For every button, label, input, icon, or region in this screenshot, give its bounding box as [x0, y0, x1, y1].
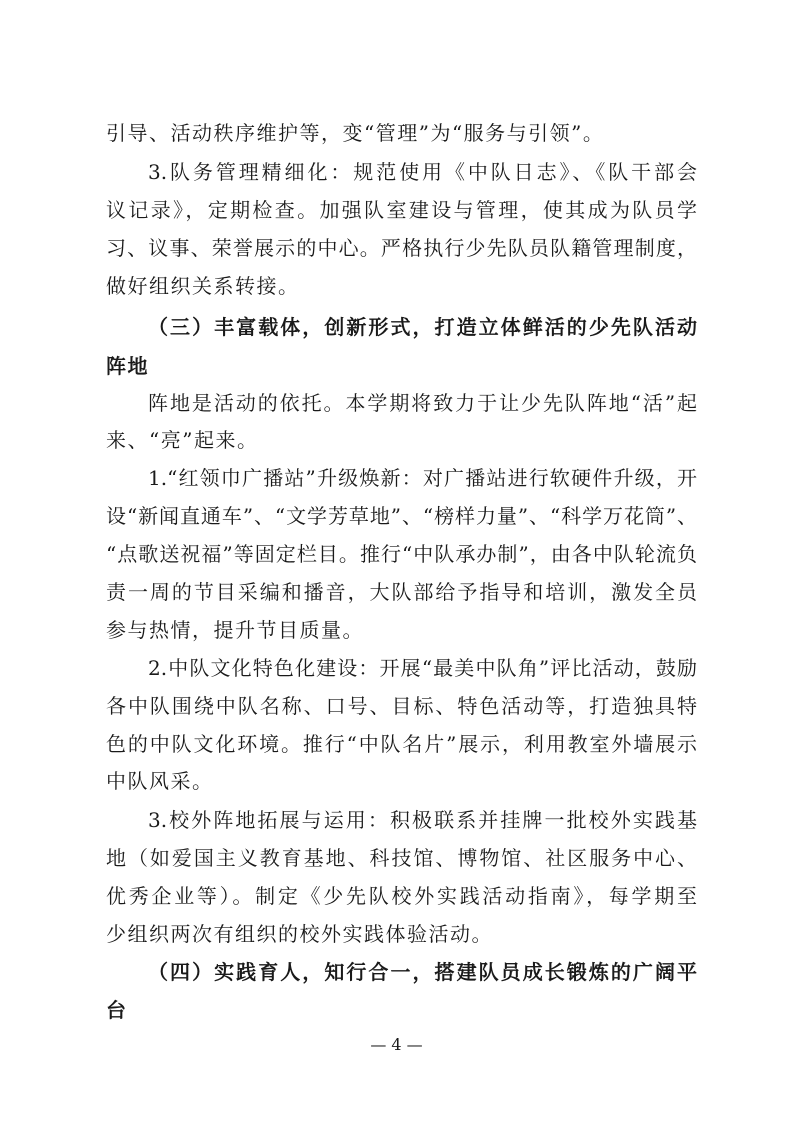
section-heading-cont: 台 [106, 998, 128, 1022]
text-line: 来、“亮”起来。 [106, 428, 259, 452]
text-line: 做好组织关系转接。 [106, 274, 300, 298]
section-heading-cont: 阵地 [106, 354, 149, 378]
text-line: 引导、活动秩序维护等，变“管理”为“服务与引领”。 [106, 121, 605, 145]
text-line: 责一周的节目采编和播音，大队部给予指导和培训，激发全员 [106, 580, 697, 604]
text-line: 色的中队文化环境。推行“中队名片”展示，利用教室外墙展示 [106, 732, 697, 756]
text-line: 中队风采。 [106, 769, 214, 793]
section-heading: （三）丰富载体，创新形式，打造立体鲜活的少先队活动 [148, 315, 697, 339]
list-item-heading: 3.队务管理精细化：规范使用《中队日志》、《队干部会 [148, 160, 697, 184]
page-number: — 4 — [370, 1035, 423, 1054]
text-line: 设“新闻直通车”、“文学芳草地”、“榜样力量”、“科学万花筒”、 [106, 504, 697, 528]
text-line: “点歌送祝福”等固定栏目。推行“中队承办制”，由各中队轮流负 [106, 542, 697, 566]
text-line: 少组织两次有组织的校外实践体验活动。 [106, 922, 493, 946]
text-line: 议记录》，定期检查。加强队室建设与管理，使其成为队员学 [106, 198, 697, 222]
section-heading: （四）实践育人，知行合一，搭建队员成长锻炼的广阔平 [148, 960, 697, 984]
text-line: 阵地是活动的依托。本学期将致力于让少先队阵地“活”起 [148, 391, 697, 415]
text-line: 参与热情，提升节目质量。 [106, 618, 364, 642]
text-line: 各中队围绕中队名称、口号、目标、特色活动等，打造独具特 [106, 694, 697, 718]
list-item-heading: 2.中队文化特色化建设：开展“最美中队角”评比活动，鼓励 [148, 656, 697, 680]
text-line: 地（如爱国主义教育基地、科技馆、博物馆、社区服务中心、 [106, 846, 697, 870]
text-line: 优秀企业等）。制定《少先队校外实践活动指南》，每学期至 [106, 884, 697, 908]
list-item-heading: 3.校外阵地拓展与运用：积极联系并挂牌一批校外实践基 [148, 808, 697, 832]
text-line: 习、议事、荣誉展示的中心。严格执行少先队员队籍管理制度， [106, 236, 697, 260]
list-item-heading: 1.“红领巾广播站”升级焕新：对广播站进行软硬件升级，开 [148, 466, 697, 490]
